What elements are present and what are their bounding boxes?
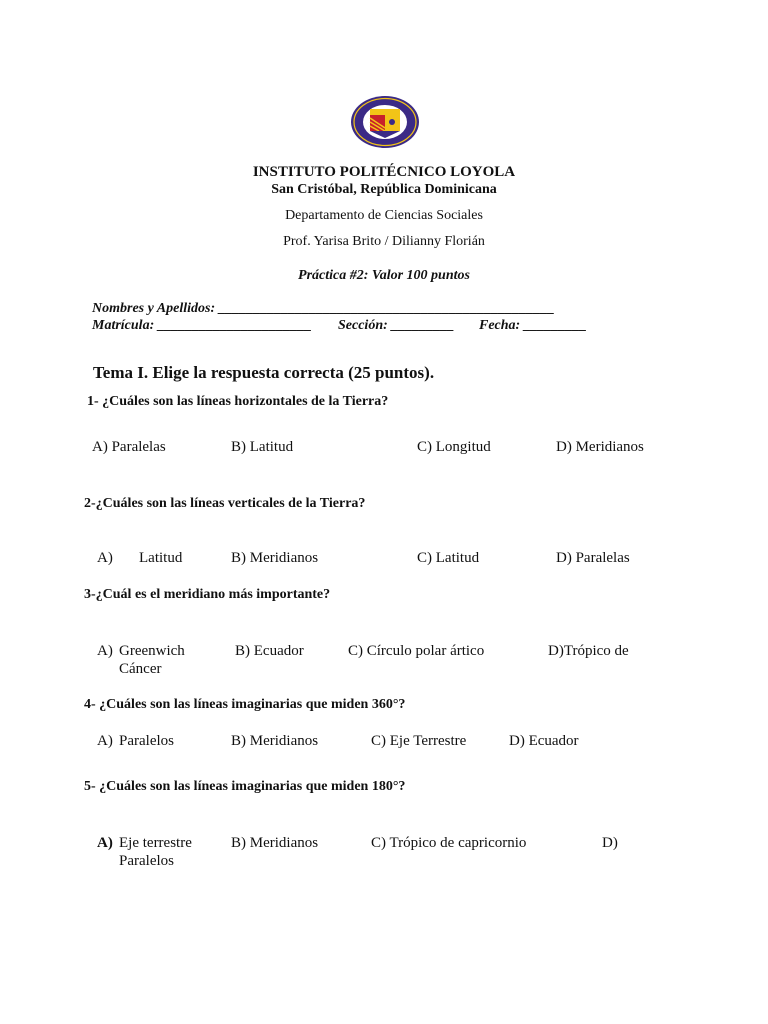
q1-option-c: C) Longitud [417,439,491,455]
names-field: Nombres y Apellidos: ________________________________________________ [92,301,555,316]
q5-option-d: Paralelos [119,853,174,869]
question-5: 5- ¿Cuáles son las líneas imaginarias que miden 180°? [84,779,406,794]
q2-option-d: D) Paralelas [556,550,630,566]
q5-option-d-marker: D) [602,835,618,851]
q1-option-a: A) Paralelas [92,439,166,455]
teacher-names: Prof. Yarisa Brito / Dilianny Florián [283,234,485,249]
question-2: 2-¿Cuáles son las líneas verticales de la Tierra? [84,496,366,511]
q3-option-d-continued: Cáncer [119,661,162,677]
school-logo [349,94,421,150]
institution-location: San Cristóbal, República Dominicana [271,182,497,197]
fecha-field: Fecha: _________ [479,318,587,333]
department-name: Departamento de Ciencias Sociales [285,208,483,223]
q2-option-a-marker: A) [97,550,113,566]
section-title: Tema I. Elige la respuesta correcta (25 puntos). [93,363,435,382]
q3-option-a-marker: A) [97,643,113,659]
q5-option-a-marker: A) [97,835,113,851]
q2-option-b: B) Meridianos [231,550,319,566]
q1-option-b: B) Latitud [231,439,294,455]
q5-option-a: Eje terrestre [119,835,192,851]
q4-option-a: Paralelos [119,733,174,749]
q1-option-d: D) Meridianos [556,439,644,455]
question-1: 1- ¿Cuáles son las líneas horizontales de la Tierra? [87,394,389,409]
matricula-field: Matrícula: ______________________ [92,318,312,333]
q4-option-b: B) Meridianos [231,733,319,749]
q3-option-a: Greenwich [119,643,185,659]
q2-option-a: Latitud [139,550,183,566]
q5-option-c: C) Trópico de capricornio [371,835,527,851]
seccion-field: Sección: _________ [338,318,455,333]
q3-option-c: C) Círculo polar ártico [348,643,485,659]
q2-option-c: C) Latitud [417,550,480,566]
question-3: 3-¿Cuál es el meridiano más importante? [84,587,331,602]
q3-option-b: B) Ecuador [235,643,304,659]
q3-option-d: D)Trópico de [548,643,629,659]
q4-option-a-marker: A) [97,733,113,749]
q4-option-d: D) Ecuador [509,733,579,749]
institution-name: INSTITUTO POLITÉCNICO LOYOLA [252,164,516,180]
practice-title: Práctica #2: Valor 100 puntos [298,268,470,283]
question-4: 4- ¿Cuáles son las líneas imaginarias que miden 360°? [84,697,406,712]
q4-option-c: C) Eje Terrestre [371,733,467,749]
q5-option-b: B) Meridianos [231,835,319,851]
